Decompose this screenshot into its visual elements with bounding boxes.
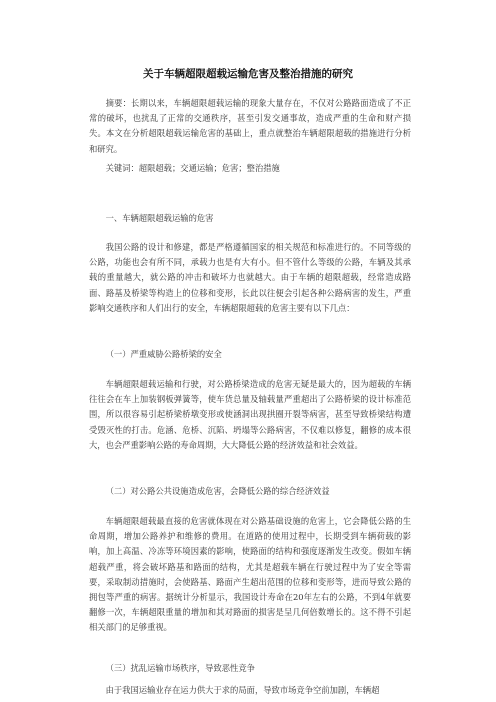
section-heading: 一、车辆超限超载运输的危害 [105,213,214,223]
section-intro-paragraph: 我国公路的设计和修建，都是严格遵循国家的相关规范和标准进行的。不同等级的公路，功能也会有所不同，承载力也是有大有小。但不管什么等级的公路，车辆及其承载的重量越大，就公路的冲击和破坏力也就越大。由于车辆的超限超载，经常造成路面、路基及桥梁等构造上的位移和变形，长此以往便会引起各种公路病害的发生，严重影响交通秩序和人们出行的安全，车辆超限超载的危害主要有以下几点： [89,242,411,313]
subsection-body-3: 由于我国运输业存在运力供大于求的局面，导致市场竞争空前加剧，车辆超 [105,685,380,695]
subsection-heading-2: （二）对公路公共设施造成危害，会降低公路的综合经济效益 [105,486,330,496]
abstract-paragraph: 摘要：长期以来，车辆超限超载运输的现象大量存在，不仅对公路路面造成了不正常的破坏，也扰乱了正常的交通秩序，甚至引发交通事故，造成严重的生命和财产损失。本文在分析超限超载运输危害的基础上，重点就整治车辆超限超载的措施进行分析和研究。 [89,98,411,154]
subsection-heading-1: （一）严重威胁公路桥梁的安全 [105,349,222,359]
subsection-body-1: 车辆超限超载运输和行驶，对公路桥梁造成的危害无疑是最大的，因为超载的车辆往往会在车上加装钢板弹簧等，使车货总量及轴载量严重超出了公路桥梁的设计标准范围，所以很容易引起桥梁桥墩变形或使涵洞出现拱圈开裂等病害，甚至导致桥梁结构遭受毁灭性的打击。危涵、危桥、沉陷、坍塌等公路病害，不仅难以修复，翻修的成本很大，也会严重影响公路的寿命周期，大大降低公路的经济效益和社会效益。 [89,379,411,450]
subsection-body-2: 车辆超限超载最直接的危害就体现在对公路基础设施的危害上，它会降低公路的生命周期，增加公路养护和维修的费用。在道路的使用过程中，长期受到车辆荷载的影响，加上高温、冷冻等环境因素的影响，使路面的结构和强度逐渐发生改变。假如车辆超载严重，将会破坏路基和路面的结构，尤其是超载车辆在行驶过程中为了安全等需要，采取制动措施时，会使路基、路面产生超出范围的位移和变形等，进而导致公路的拥包等严重的病害。据统计分析显示，我国设计寿命在20年左右的公路，不到4年就要翻修一次，车辆超限重量的增加和其对路面的损害是呈几何倍数增长的。这不得不引起相关部门的足够重视。 [89,516,411,633]
keywords-line: 关键词：超限超载；交通运输；危害；整治措施 [105,163,280,173]
document-title: 关于车辆超限超载运输危害及整治措施的研究 [143,68,353,80]
subsection-heading-3: （三）扰乱运输市场秩序，导致恶性竞争 [105,663,255,673]
